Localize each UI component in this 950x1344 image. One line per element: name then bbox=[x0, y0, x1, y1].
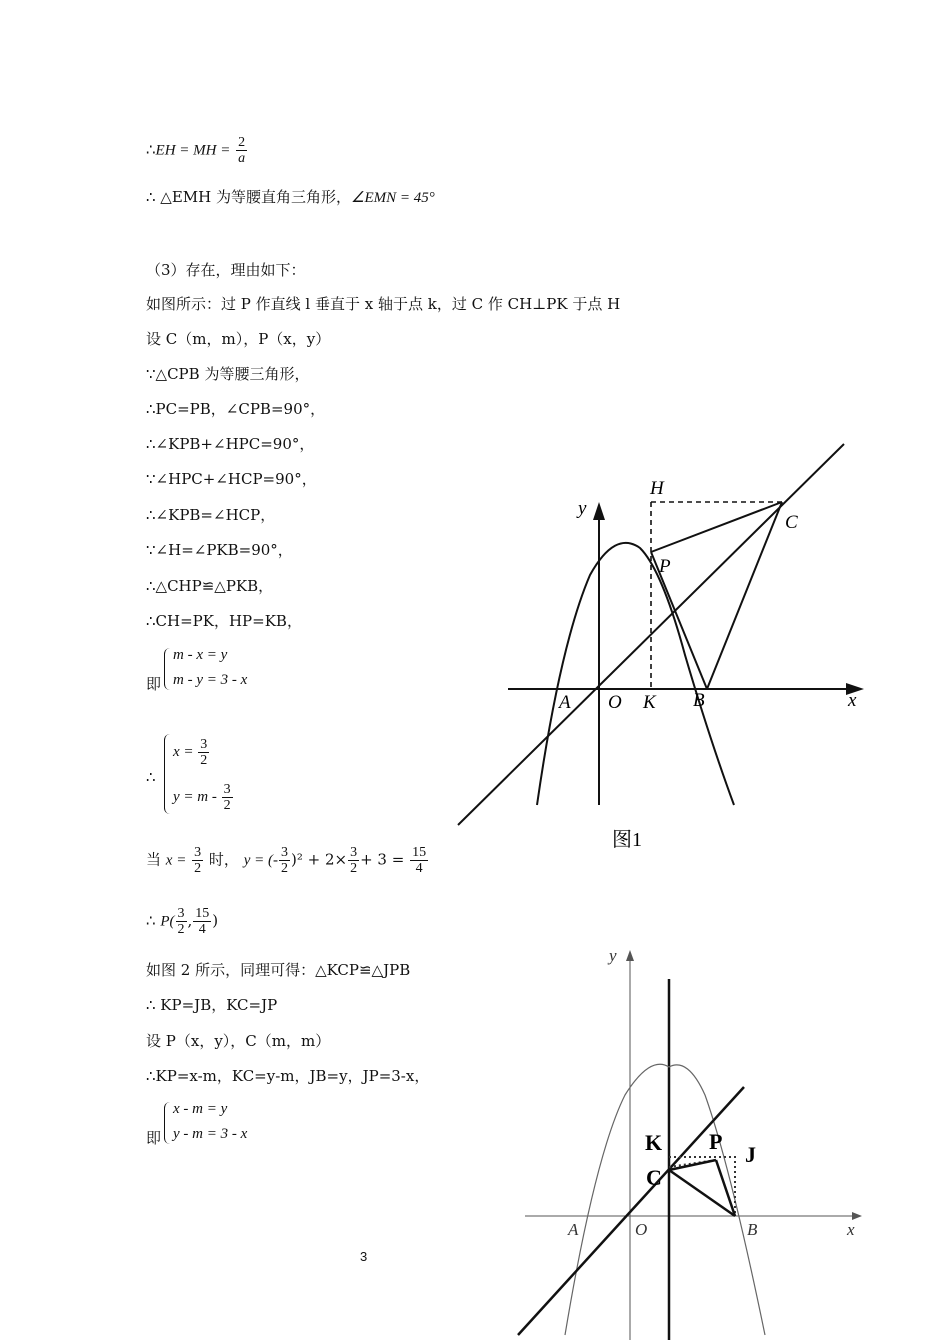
label-o: O bbox=[608, 692, 622, 713]
label-y-2: y bbox=[609, 946, 617, 965]
segment-pc bbox=[651, 502, 782, 552]
kp-jb-line: ∴ KP=JB，KC=JP bbox=[146, 996, 278, 1014]
label-y: y bbox=[578, 498, 587, 519]
step-so-3: ∴∠KPB=∠HCP， bbox=[146, 506, 276, 524]
set-coords-2: 设 P（x，y），C（m，m） bbox=[146, 1032, 331, 1050]
step-so-2: ∴∠KPB+∠HPC=90°， bbox=[146, 435, 315, 453]
fraction-2-over-a: $\frac{2}{a}$ bbox=[238, 135, 246, 166]
label-j-2: J bbox=[745, 1142, 756, 1167]
label-k: K bbox=[643, 692, 656, 713]
label-k-2: K bbox=[645, 1130, 663, 1155]
equation-system-2: 即 x - m = y y - m = 3 - x bbox=[146, 1101, 248, 1147]
label-x-2: x bbox=[847, 1220, 855, 1239]
figure-2 bbox=[510, 935, 870, 1340]
parabola-2 bbox=[565, 1064, 765, 1335]
page-number: 3 bbox=[360, 1249, 368, 1264]
step-so-5: ∴CH=PK，HP=KB， bbox=[146, 612, 302, 630]
figure1-caption: 图1 bbox=[612, 829, 642, 851]
label-b: B bbox=[693, 690, 705, 711]
label-x: x bbox=[848, 690, 857, 711]
step-so-4: ∴△CHP≌△PKB， bbox=[146, 577, 274, 595]
segment-cb-2 bbox=[669, 1170, 735, 1216]
label-p-2: P bbox=[709, 1129, 723, 1154]
step-because-2: ∵∠HPC+∠HCP=90°， bbox=[146, 470, 317, 488]
figure2-statement: 如图 2 所示，同理可得：△KCP≌△JPB bbox=[146, 961, 411, 979]
line-y-equals-x-2 bbox=[518, 1087, 744, 1335]
segment-cb bbox=[707, 502, 782, 689]
step-so-1: ∴PC=PB，∠CPB=90°， bbox=[146, 400, 326, 418]
part3-heading: （3）存在，理由如下： bbox=[146, 261, 306, 279]
x-axis-arrow-2 bbox=[852, 1212, 862, 1220]
solution-system: ∴ x = $\frac{3}{2}$ y = m - $\frac{3}{2}$ bbox=[146, 732, 346, 818]
line-y-equals-x bbox=[458, 444, 844, 825]
y-axis-arrow-2 bbox=[626, 950, 634, 961]
construction-line: 如图所示：过 P 作直线 l 垂直于 x 轴于点 k，过 C 作 CH⊥PK 于点 H bbox=[146, 295, 621, 313]
label-a: A bbox=[559, 692, 571, 713]
set-coords-1: 设 C（m，m），P（x，y） bbox=[146, 330, 331, 348]
figure-1 bbox=[440, 430, 880, 860]
step-because-3: ∵∠H=∠PKB=90°， bbox=[146, 541, 293, 559]
y-axis-arrow bbox=[593, 502, 605, 520]
label-c: C bbox=[785, 512, 798, 533]
label-b-2: B bbox=[747, 1220, 758, 1239]
substitute-line: 当 x = $\frac{3}{2}$ 时， y = (- $\frac{3}{2}$ )² + 2× $\frac{3}{2}$ + 3 = $\frac{15}{4}$ bbox=[146, 845, 427, 876]
label-o-2: O bbox=[635, 1220, 648, 1239]
equation-system-1: 即 m - x = y m - y = 3 - x bbox=[146, 647, 248, 693]
label-c-2: C bbox=[646, 1165, 662, 1190]
label-p: P bbox=[659, 556, 671, 577]
label-a-2: A bbox=[568, 1220, 579, 1239]
label-h: H bbox=[650, 478, 664, 499]
step-because-1: ∵△CPB 为等腰三角形， bbox=[146, 365, 310, 383]
eh-mh-line: ∴EH = MH = $\frac{2}{a}$ bbox=[146, 135, 246, 166]
point-p-result: ∴ P( $\frac{3}{2}$ , $\frac{15}{4}$ ) bbox=[146, 906, 219, 937]
isosceles-right-line: ∴ △EMH 为等腰直角三角形，∠EMN = 45° bbox=[146, 188, 435, 206]
kp-expressions: ∴KP=x-m，KC=y-m，JB=y，JP=3-x， bbox=[146, 1067, 430, 1085]
